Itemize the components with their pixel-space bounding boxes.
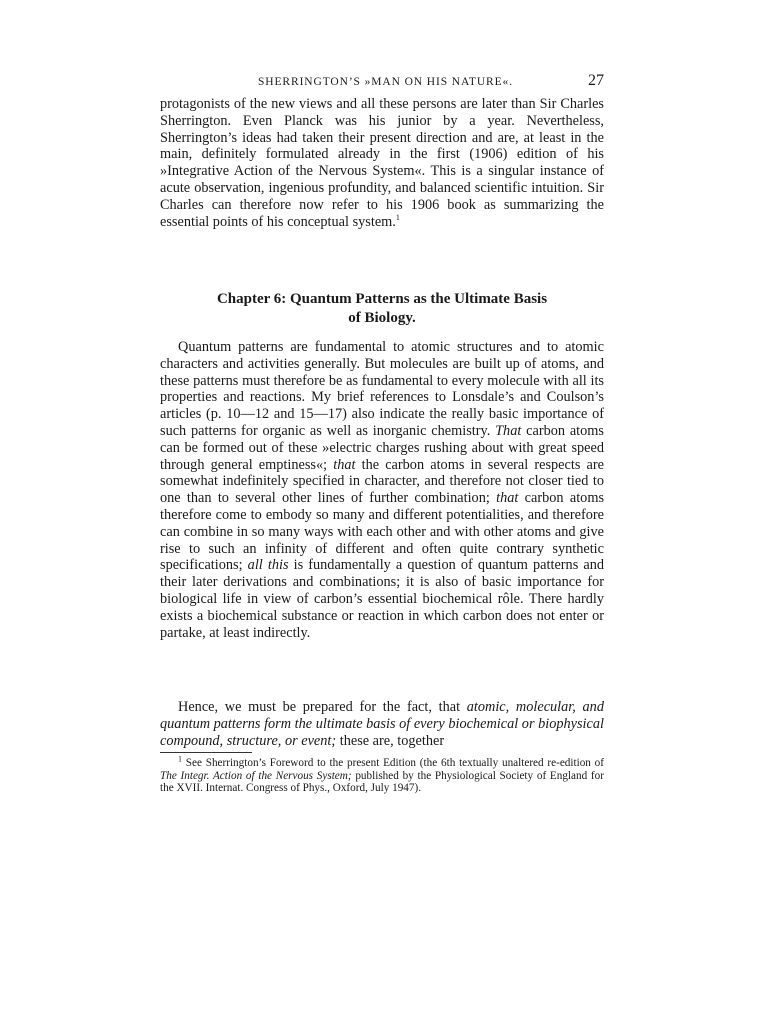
- italic-run: that: [496, 490, 519, 507]
- paragraph-hence: [160, 699, 604, 749]
- italic-run: That: [495, 422, 522, 439]
- italic-run: atomic, molecular, and quantum patterns form the ultimate basis of every biochemical or biophysical compound, structure, or event;: [160, 699, 604, 749]
- text-run: these are, together: [336, 732, 445, 749]
- paragraph-quantum-patterns: [160, 339, 604, 641]
- text-run: is fundamentally a question of quantum patterns and their later derivations and combinations; it is also of basic importance for biological life in view of carbon’s essential biochemical rôle. There hardly exists a biochemical substance or reaction in which carbon does not enter or partake, at least indirectly.: [160, 557, 604, 641]
- text-run: published by the Physiological Society of England for the XVII. Internat. Congress of Phys., Oxford, July 1947).: [160, 769, 604, 795]
- paragraph-text: protagonists of the new views and all these persons are later than Sir Charles Sherrington. Even Planck was his junior by a year. Nevertheless, Sherrington’s ideas had taken their present direction and are, at least in the main, definitely formulated already in the first (1906) edition of his »Integrative Action of the Nervous System«. This is a singular instance of acute observation, ingenious profundity, and balanced scientific intuition. Sir Charles can therefore now refer to his 1906 book as summarizing the essential points of his conceptual system.: [160, 96, 604, 230]
- text-run: carbon atoms therefore come to embody so many and different potentialities, and therefore can combine in so many ways with each other and with other atoms and give rise to such an infinity of different and often quite contrary synthetic specifications;: [160, 490, 605, 574]
- footnote: [160, 754, 604, 795]
- text-run: Quantum patterns are fundamental to atomic structures and to atomic characters and activities generally. But molecules are built up of atoms, and these patterns must therefore be as fundamental to every molecule with all its properties and reactions. My brief references to Lonsdale’s and Coulson’s articles (p. 10—12 and 15—17) also indicate the really basic importance of such patterns for organic as well as inorganic chemistry.: [160, 339, 604, 439]
- text-run: carbon atoms can be formed out of these »electric charges rushing about with great speed through general emptiness«;: [160, 422, 604, 473]
- paragraph-continuation: [160, 96, 604, 230]
- chapter-title-line-2: of Biology.: [348, 310, 416, 326]
- running-title: SHERRINGTON’S »MAN ON HIS NATURE«.: [258, 76, 513, 88]
- footnote-mark: 1: [178, 754, 182, 764]
- chapter-heading: [160, 290, 604, 328]
- footnote-reference[interactable]: 1: [395, 212, 400, 222]
- text-run: See Sherrington’s Foreword to the present Edition (the 6th textually unaltered re-edition of: [182, 757, 604, 769]
- italic-run: The Integr. Action of the Nervous System;: [160, 769, 352, 782]
- text-run: Hence, we must be prepared for the fact, that: [178, 699, 467, 715]
- italic-run: all this: [247, 557, 289, 574]
- text-run: the carbon atoms in several respects are somewhat indefinitely specified in character, and therefore not closer tied to one than to several other lines of further combination;: [160, 456, 604, 507]
- running-header: [160, 72, 604, 92]
- chapter-title-line-1: Chapter 6: Quantum Patterns as the Ultimate Basis: [216, 291, 548, 307]
- italic-run: that: [333, 456, 356, 473]
- footnote-divider: [160, 752, 252, 753]
- page-number: 27: [588, 72, 604, 89]
